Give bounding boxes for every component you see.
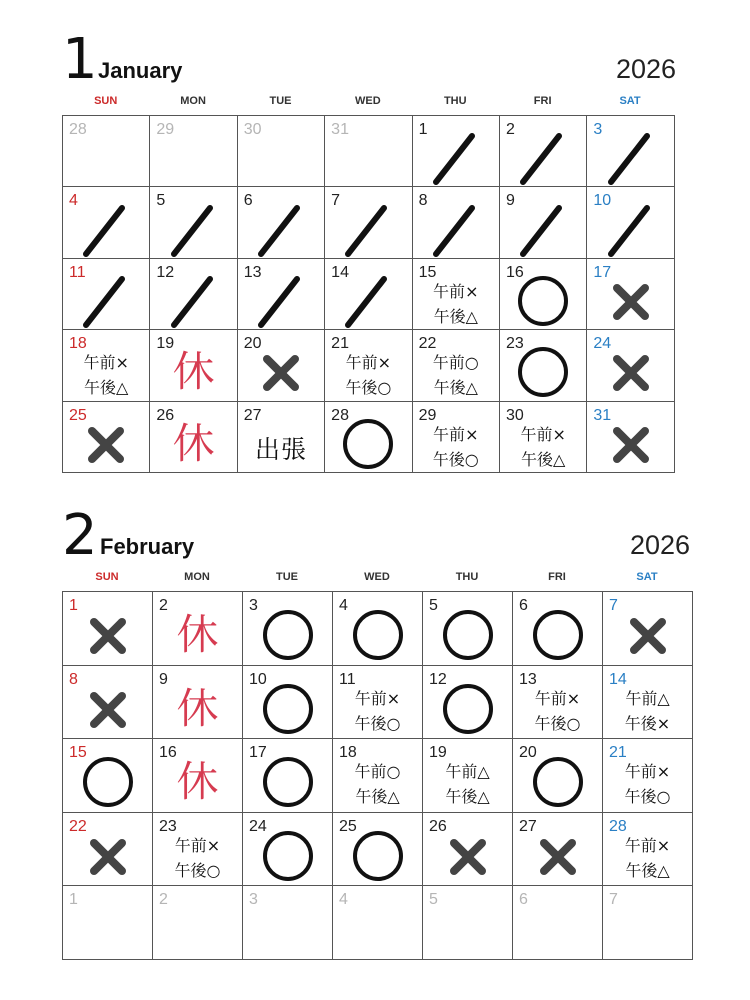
am-status: ×	[377, 353, 392, 373]
am-label: 午前	[433, 424, 466, 444]
day-number: 16	[505, 263, 524, 281]
pm-status: ○	[377, 378, 392, 398]
day-number: 7	[609, 597, 618, 614]
am-label: 午前	[354, 688, 387, 708]
day-number: 31	[331, 121, 349, 138]
day-cell[interactable]	[423, 813, 513, 887]
day-number: 8	[418, 192, 428, 210]
day-cell[interactable]	[413, 330, 500, 401]
day-number: 20	[519, 744, 537, 762]
day-number: 23	[159, 817, 177, 835]
day-number: 5	[156, 192, 166, 210]
holiday-text: 休	[172, 418, 215, 468]
day-cell[interactable]	[63, 813, 153, 887]
day-cell[interactable]	[63, 402, 150, 473]
day-number: 21	[609, 744, 627, 762]
weekday-mon: MON	[184, 571, 210, 583]
day-number: 7	[331, 192, 341, 210]
day-cell[interactable]	[150, 330, 237, 401]
pm-status: △	[465, 378, 478, 398]
am-status: △	[477, 762, 490, 782]
day-number: 10	[249, 670, 267, 688]
pm-label: 午後	[345, 378, 378, 398]
pm-line	[603, 711, 692, 736]
pm-status: ○	[206, 860, 221, 880]
day-cell[interactable]	[243, 666, 333, 740]
pm-label: 午後	[624, 713, 657, 733]
weekday-header	[62, 95, 674, 107]
weekday-mon: MON	[180, 95, 206, 107]
ampm-availability	[153, 833, 242, 883]
day-cell[interactable]	[243, 592, 333, 666]
weekday-thu: THU	[455, 571, 479, 583]
am-line	[333, 686, 422, 711]
pm-line	[413, 375, 499, 400]
day-number: 28	[609, 817, 627, 835]
day-number: 5	[429, 597, 438, 614]
day-number: 4	[339, 891, 348, 909]
day-number: 9	[505, 192, 515, 210]
am-status: ×	[656, 835, 671, 855]
day-number: 25	[69, 406, 87, 424]
business-trip-text: 出張	[254, 434, 307, 464]
day-number: 17	[593, 263, 612, 281]
day-cell[interactable]	[238, 187, 325, 258]
am-status: ×	[465, 424, 479, 444]
pm-status: ○	[656, 787, 671, 807]
day-cell[interactable]	[333, 666, 423, 740]
weekday-fri: FRI	[533, 95, 552, 107]
day-number: 4	[69, 192, 78, 210]
pm-status: △	[553, 449, 566, 469]
day-cell-outside-month[interactable]	[238, 116, 325, 187]
ampm-availability	[500, 422, 586, 472]
am-status: ×	[552, 424, 566, 444]
pm-label: 午後	[174, 860, 207, 880]
am-line	[333, 759, 422, 784]
day-number: 30	[505, 406, 524, 424]
month-grid	[62, 115, 675, 473]
day-cell[interactable]	[243, 739, 333, 813]
day-cell[interactable]	[325, 187, 412, 258]
weekday-header	[62, 571, 692, 583]
day-number: 2	[505, 121, 515, 138]
day-cell[interactable]	[63, 592, 153, 666]
am-line	[413, 422, 499, 447]
am-line	[603, 759, 692, 784]
am-line	[413, 279, 499, 304]
day-number: 24	[593, 335, 612, 353]
ampm-availability	[603, 686, 692, 736]
day-number: 27	[519, 817, 537, 835]
day-cell[interactable]	[325, 259, 412, 330]
day-number: 6	[243, 192, 253, 210]
day-number: 10	[593, 192, 612, 210]
day-number: 15	[418, 263, 437, 281]
day-cell[interactable]	[500, 116, 587, 187]
am-label: 午前	[433, 281, 466, 301]
pm-label: 午後	[354, 713, 387, 733]
pm-line	[413, 447, 499, 472]
pm-status: △	[116, 378, 129, 398]
day-number: 25	[339, 817, 357, 835]
day-cell[interactable]	[153, 813, 243, 887]
pm-line	[333, 784, 422, 809]
day-number: 26	[156, 406, 175, 424]
am-line	[63, 350, 149, 375]
day-cell[interactable]	[587, 116, 674, 187]
day-number: 18	[339, 744, 357, 762]
day-number: 14	[331, 263, 349, 281]
day-cell[interactable]	[333, 813, 423, 887]
month-grid	[62, 591, 693, 960]
day-cell[interactable]	[150, 259, 237, 330]
day-number: 17	[249, 744, 267, 762]
am-label: 午前	[432, 353, 465, 373]
day-cell[interactable]	[150, 402, 237, 473]
day-cell[interactable]	[63, 259, 150, 330]
day-cell[interactable]	[413, 187, 500, 258]
day-cell[interactable]	[423, 739, 513, 813]
month-number: 2	[62, 503, 98, 568]
day-number: 13	[519, 670, 537, 688]
pm-label: 午後	[624, 787, 657, 807]
day-number: 30	[243, 121, 262, 138]
pm-line	[333, 711, 422, 736]
am-line	[500, 422, 586, 447]
am-status: ×	[386, 688, 401, 708]
pm-label: 午後	[433, 378, 466, 398]
am-status: ×	[566, 688, 581, 708]
day-cell[interactable]	[500, 330, 587, 401]
day-number: 29	[418, 406, 437, 424]
day-number: 1	[69, 597, 78, 614]
holiday-text: 休	[176, 757, 219, 807]
pm-line	[513, 711, 602, 736]
day-cell[interactable]	[243, 813, 333, 887]
day-number: 2	[159, 891, 168, 909]
ampm-availability	[333, 759, 422, 809]
day-cell[interactable]	[238, 330, 325, 401]
day-cell[interactable]	[513, 592, 603, 666]
day-cell-outside-month[interactable]	[325, 116, 412, 187]
holiday-text: 休	[172, 347, 215, 397]
weekday-sun: SUN	[95, 571, 119, 583]
day-number: 4	[339, 597, 348, 614]
day-cell[interactable]	[325, 330, 412, 401]
day-number: 27	[243, 406, 262, 424]
day-number: 3	[249, 891, 258, 909]
day-number: 24	[249, 817, 267, 835]
pm-label: 午後	[625, 860, 658, 880]
day-cell-outside-month[interactable]	[513, 886, 603, 960]
ampm-availability	[603, 759, 692, 809]
day-cell[interactable]	[333, 592, 423, 666]
day-number: 16	[159, 744, 177, 762]
day-cell[interactable]	[63, 666, 153, 740]
weekday-tue: TUE	[276, 571, 298, 583]
pm-status: △	[477, 787, 490, 807]
am-line	[513, 686, 602, 711]
pm-line	[603, 858, 692, 883]
pm-line	[63, 375, 149, 400]
day-number: 31	[593, 406, 612, 424]
day-number: 7	[609, 891, 618, 909]
day-cell[interactable]	[587, 330, 674, 401]
weekday-tue: TUE	[269, 95, 292, 107]
pm-status: △	[465, 306, 478, 326]
day-number: 22	[69, 817, 87, 835]
pm-line	[500, 447, 586, 472]
day-cell-outside-month[interactable]	[603, 886, 693, 960]
weekday-wed: WED	[364, 571, 390, 583]
day-cell[interactable]	[413, 402, 500, 473]
day-cell-outside-month[interactable]	[63, 886, 153, 960]
month-name: January	[98, 58, 183, 83]
day-cell-outside-month[interactable]	[333, 886, 423, 960]
am-line	[153, 833, 242, 858]
day-number: 11	[339, 670, 356, 688]
pm-line	[423, 784, 512, 809]
pm-status: △	[387, 787, 400, 807]
day-cell[interactable]	[63, 739, 153, 813]
day-number: 3	[249, 597, 258, 614]
day-number: 19	[156, 335, 175, 353]
holiday-text: 休	[176, 610, 219, 660]
day-number: 2	[159, 597, 168, 614]
day-number: 5	[429, 891, 438, 909]
day-number: 22	[418, 335, 437, 353]
am-label: 午前	[345, 353, 378, 373]
pm-label: 午後	[432, 449, 465, 469]
am-line	[325, 350, 411, 375]
am-line	[413, 350, 499, 375]
day-cell[interactable]	[603, 739, 693, 813]
day-number: 20	[243, 335, 262, 353]
am-status: ○	[464, 353, 479, 373]
day-cell[interactable]	[513, 813, 603, 887]
day-cell[interactable]	[500, 259, 587, 330]
am-label: 午前	[174, 835, 207, 855]
am-status: ○	[386, 762, 401, 782]
am-status: ×	[465, 281, 479, 301]
pm-line	[325, 375, 411, 400]
day-number: 26	[429, 817, 447, 835]
ampm-availability	[513, 686, 602, 736]
pm-status: ×	[656, 713, 671, 733]
am-status: △	[657, 688, 670, 708]
weekday-thu: THU	[443, 95, 467, 107]
day-cell[interactable]	[238, 402, 325, 473]
am-label: 午前	[624, 835, 657, 855]
day-number: 1	[69, 891, 78, 909]
am-status: ×	[115, 353, 129, 373]
day-number: 14	[609, 670, 627, 688]
day-cell[interactable]	[423, 666, 513, 740]
day-cell[interactable]	[500, 402, 587, 473]
day-cell-outside-month[interactable]	[243, 886, 333, 960]
pm-label: 午後	[445, 787, 478, 807]
month-name: February	[100, 534, 195, 559]
am-line	[603, 686, 692, 711]
day-cell[interactable]	[513, 739, 603, 813]
day-cell-outside-month[interactable]	[150, 116, 237, 187]
am-label: 午前	[625, 688, 658, 708]
day-cell[interactable]	[413, 259, 500, 330]
pm-status: ○	[464, 449, 479, 469]
am-line	[423, 759, 512, 784]
day-number: 15	[69, 744, 87, 762]
day-number: 21	[331, 335, 349, 353]
day-cell[interactable]	[153, 666, 243, 740]
day-number: 1	[418, 121, 428, 138]
pm-line	[603, 784, 692, 809]
am-status: ×	[206, 835, 221, 855]
day-cell-outside-month[interactable]	[63, 116, 150, 187]
day-cell[interactable]	[513, 666, 603, 740]
pm-label: 午後	[355, 787, 388, 807]
day-cell[interactable]	[150, 187, 237, 258]
am-label: 午前	[534, 688, 567, 708]
ampm-availability	[63, 350, 149, 400]
day-number: 6	[519, 891, 528, 909]
ampm-availability	[423, 759, 512, 809]
day-number: 29	[156, 121, 175, 138]
day-number: 8	[69, 670, 78, 688]
ampm-availability	[603, 833, 692, 883]
day-number: 13	[243, 263, 262, 281]
day-cell[interactable]	[63, 187, 150, 258]
day-cell[interactable]	[153, 739, 243, 813]
day-cell[interactable]	[603, 813, 693, 887]
ampm-availability	[325, 350, 411, 400]
day-number: 9	[159, 670, 168, 688]
am-status: ×	[656, 762, 671, 782]
day-number: 3	[593, 121, 603, 138]
ampm-availability	[413, 422, 499, 472]
pm-label: 午後	[520, 449, 553, 469]
weekday-sat: SAT	[619, 95, 641, 107]
day-cell-outside-month[interactable]	[423, 886, 513, 960]
day-number: 11	[69, 263, 86, 281]
day-cell[interactable]	[325, 402, 412, 473]
am-label: 午前	[624, 762, 657, 782]
day-number: 19	[429, 744, 447, 762]
day-number: 28	[331, 406, 349, 424]
day-cell[interactable]	[587, 259, 674, 330]
day-cell[interactable]	[423, 592, 513, 666]
day-number: 28	[69, 121, 87, 138]
day-number: 6	[519, 597, 528, 614]
holiday-text: 休	[176, 683, 219, 733]
day-cell[interactable]	[587, 187, 674, 258]
day-number: 23	[505, 335, 524, 353]
pm-label: 午後	[534, 713, 567, 733]
ampm-availability	[333, 686, 422, 736]
month-number: 1	[62, 27, 98, 92]
ampm-availability	[413, 350, 499, 400]
day-cell[interactable]	[500, 187, 587, 258]
am-label: 午前	[520, 424, 553, 444]
year-label: 2026	[630, 530, 691, 560]
day-cell[interactable]	[238, 259, 325, 330]
year-label: 2026	[616, 54, 677, 84]
pm-status: ○	[386, 713, 401, 733]
pm-label: 午後	[433, 306, 466, 326]
day-cell[interactable]	[603, 592, 693, 666]
am-label: 午前	[83, 353, 116, 373]
weekday-sat: SAT	[636, 571, 658, 583]
am-label: 午前	[445, 762, 478, 782]
day-cell[interactable]	[153, 592, 243, 666]
day-cell[interactable]	[63, 330, 150, 401]
pm-label: 午後	[84, 378, 117, 398]
day-cell[interactable]	[333, 739, 423, 813]
day-cell[interactable]	[413, 116, 500, 187]
am-label: 午前	[354, 762, 387, 782]
pm-line	[153, 858, 242, 883]
pm-line	[413, 304, 499, 329]
weekday-fri: FRI	[548, 571, 566, 583]
weekday-sun: SUN	[94, 95, 118, 107]
ampm-availability	[413, 279, 499, 329]
am-line	[603, 833, 692, 858]
day-number: 12	[156, 263, 175, 281]
weekday-wed: WED	[355, 95, 381, 107]
day-cell[interactable]	[587, 402, 674, 473]
day-cell-outside-month[interactable]	[153, 886, 243, 960]
pm-status: ○	[566, 713, 581, 733]
pm-status: △	[657, 860, 670, 880]
day-number: 12	[429, 670, 447, 688]
day-number: 18	[69, 335, 87, 353]
day-cell[interactable]	[603, 666, 693, 740]
